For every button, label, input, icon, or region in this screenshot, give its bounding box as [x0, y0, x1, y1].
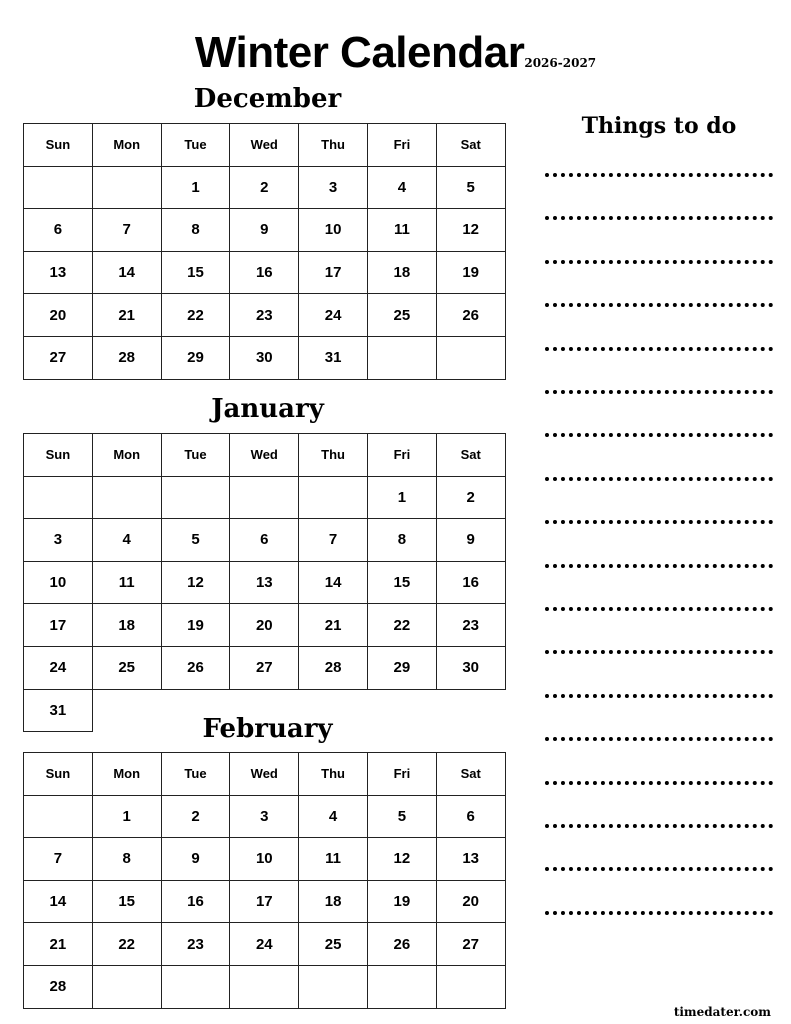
week-row	[24, 519, 506, 562]
week-row	[24, 880, 506, 923]
day-cell: 20	[24, 294, 93, 337]
day-cell: 18	[299, 880, 368, 923]
weekday-header-row	[24, 434, 506, 477]
weekday-header: Tue	[161, 434, 230, 477]
todo-line	[545, 737, 773, 741]
day-cell: 30	[230, 336, 299, 379]
weekday-header: Sat	[436, 753, 505, 796]
weekday-header: Wed	[230, 434, 299, 477]
day-cell	[230, 965, 299, 1008]
day-cell: 8	[367, 519, 436, 562]
day-cell	[92, 166, 161, 209]
day-cell: 17	[230, 880, 299, 923]
day-cell	[299, 965, 368, 1008]
week-row	[24, 795, 506, 838]
day-cell: 2	[161, 795, 230, 838]
day-cell: 24	[299, 294, 368, 337]
weekday-header: Tue	[161, 124, 230, 167]
day-cell	[367, 965, 436, 1008]
day-cell: 29	[161, 336, 230, 379]
week-row	[24, 251, 506, 294]
day-cell: 23	[161, 923, 230, 966]
day-cell: 19	[367, 880, 436, 923]
calendar-december	[23, 123, 506, 380]
todo-line	[545, 303, 773, 307]
day-cell: 17	[24, 604, 93, 647]
todo-line	[545, 650, 773, 654]
day-cell: 4	[299, 795, 368, 838]
weekday-header: Mon	[92, 753, 161, 796]
day-cell: 6	[436, 795, 505, 838]
day-cell: 31	[24, 689, 93, 732]
todo-line	[545, 433, 773, 437]
todo-line	[545, 347, 773, 351]
day-cell: 5	[436, 166, 505, 209]
todo-line	[545, 477, 773, 481]
day-cell: 28	[24, 965, 93, 1008]
month-title-january: January	[211, 394, 324, 424]
day-cell: 2	[436, 476, 505, 519]
todo-line	[545, 911, 773, 915]
day-cell: 30	[436, 646, 505, 689]
day-cell: 14	[299, 561, 368, 604]
day-cell: 11	[299, 838, 368, 881]
day-cell	[161, 965, 230, 1008]
weekday-header-row	[24, 124, 506, 167]
day-cell: 19	[436, 251, 505, 294]
day-cell: 12	[436, 209, 505, 252]
month-title-december: December	[193, 84, 342, 114]
calendar-february	[23, 752, 506, 1009]
day-cell	[436, 965, 505, 1008]
day-cell: 22	[92, 923, 161, 966]
day-cell: 1	[161, 166, 230, 209]
weekday-header: Mon	[92, 124, 161, 167]
week-row	[24, 476, 506, 519]
day-cell: 13	[24, 251, 93, 294]
todo-line	[545, 390, 773, 394]
todo-line	[545, 867, 773, 871]
day-cell: 14	[92, 251, 161, 294]
day-cell: 14	[24, 880, 93, 923]
day-cell: 25	[92, 646, 161, 689]
day-cell: 31	[299, 336, 368, 379]
day-cell: 4	[92, 519, 161, 562]
week-row	[24, 336, 506, 379]
todo-title: Things to do	[581, 113, 737, 139]
weekday-header: Mon	[92, 434, 161, 477]
day-cell: 1	[367, 476, 436, 519]
week-row	[24, 294, 506, 337]
day-cell: 18	[367, 251, 436, 294]
day-cell: 6	[24, 209, 93, 252]
weekday-header: Sat	[436, 434, 505, 477]
day-cell: 8	[161, 209, 230, 252]
day-cell	[436, 689, 505, 732]
day-cell: 24	[230, 923, 299, 966]
weekday-header: Wed	[230, 753, 299, 796]
day-cell: 27	[24, 336, 93, 379]
day-cell: 9	[436, 519, 505, 562]
day-cell: 18	[92, 604, 161, 647]
day-cell: 22	[161, 294, 230, 337]
day-cell: 1	[92, 795, 161, 838]
weekday-header: Sun	[24, 753, 93, 796]
day-cell: 6	[230, 519, 299, 562]
day-cell: 5	[161, 519, 230, 562]
day-cell: 21	[299, 604, 368, 647]
week-row	[24, 166, 506, 209]
day-cell: 15	[367, 561, 436, 604]
weekday-header: Fri	[367, 434, 436, 477]
todo-line	[545, 216, 773, 220]
weekday-header: Fri	[367, 753, 436, 796]
day-cell: 10	[299, 209, 368, 252]
todo-line	[545, 781, 773, 785]
day-cell	[299, 476, 368, 519]
day-cell: 16	[230, 251, 299, 294]
day-cell: 27	[436, 923, 505, 966]
calendar-january	[23, 433, 506, 732]
weekday-header: Thu	[299, 753, 368, 796]
day-cell: 26	[367, 923, 436, 966]
day-cell: 11	[92, 561, 161, 604]
day-cell: 20	[436, 880, 505, 923]
day-cell	[92, 476, 161, 519]
week-row	[24, 923, 506, 966]
todo-line	[545, 564, 773, 568]
day-cell: 28	[299, 646, 368, 689]
weekday-header-row	[24, 753, 506, 796]
day-cell: 11	[367, 209, 436, 252]
weekday-header: Sat	[436, 124, 505, 167]
day-cell: 13	[230, 561, 299, 604]
todo-line	[545, 260, 773, 264]
day-cell: 27	[230, 646, 299, 689]
day-cell: 28	[92, 336, 161, 379]
todo-line	[545, 520, 773, 524]
month-title-february: February	[202, 714, 333, 744]
day-cell: 3	[299, 166, 368, 209]
day-cell: 26	[161, 646, 230, 689]
week-row	[24, 209, 506, 252]
day-cell: 7	[299, 519, 368, 562]
day-cell: 12	[367, 838, 436, 881]
day-cell: 2	[230, 166, 299, 209]
day-cell: 22	[367, 604, 436, 647]
weekday-header: Sun	[24, 434, 93, 477]
day-cell	[24, 166, 93, 209]
weekday-header: Wed	[230, 124, 299, 167]
day-cell: 20	[230, 604, 299, 647]
day-cell: 15	[161, 251, 230, 294]
day-cell	[24, 476, 93, 519]
day-cell: 13	[436, 838, 505, 881]
day-cell: 9	[161, 838, 230, 881]
week-row	[24, 561, 506, 604]
weekday-header: Fri	[367, 124, 436, 167]
day-cell: 10	[230, 838, 299, 881]
day-cell: 25	[299, 923, 368, 966]
day-cell	[24, 795, 93, 838]
week-row	[24, 838, 506, 881]
todo-line	[545, 173, 773, 177]
weekday-header: Tue	[161, 753, 230, 796]
day-cell: 25	[367, 294, 436, 337]
day-cell	[367, 336, 436, 379]
week-row	[24, 646, 506, 689]
weekday-header: Thu	[299, 124, 368, 167]
day-cell: 17	[299, 251, 368, 294]
day-cell: 23	[436, 604, 505, 647]
day-cell: 21	[92, 294, 161, 337]
todo-line	[545, 824, 773, 828]
weekday-header: Sun	[24, 124, 93, 167]
day-cell: 9	[230, 209, 299, 252]
week-row	[24, 965, 506, 1008]
site-credit: timedater.com	[673, 1005, 771, 1019]
day-cell: 5	[367, 795, 436, 838]
day-cell	[92, 965, 161, 1008]
todo-line	[545, 607, 773, 611]
weekday-header: Thu	[299, 434, 368, 477]
day-cell: 12	[161, 561, 230, 604]
day-cell: 21	[24, 923, 93, 966]
day-cell: 16	[436, 561, 505, 604]
day-cell: 8	[92, 838, 161, 881]
day-cell: 10	[24, 561, 93, 604]
day-cell: 7	[24, 838, 93, 881]
day-cell: 15	[92, 880, 161, 923]
day-cell	[230, 476, 299, 519]
title-years: 2026-2027	[524, 56, 597, 70]
day-cell: 29	[367, 646, 436, 689]
title-main: Winter Calendar	[194, 28, 525, 77]
day-cell	[161, 476, 230, 519]
day-cell: 7	[92, 209, 161, 252]
day-cell: 3	[24, 519, 93, 562]
day-cell: 24	[24, 646, 93, 689]
week-row	[24, 604, 506, 647]
day-cell: 16	[161, 880, 230, 923]
day-cell: 26	[436, 294, 505, 337]
day-cell: 3	[230, 795, 299, 838]
day-cell	[436, 336, 505, 379]
page-title	[0, 28, 791, 78]
todo-line	[545, 694, 773, 698]
day-cell: 4	[367, 166, 436, 209]
day-cell: 19	[161, 604, 230, 647]
day-cell: 23	[230, 294, 299, 337]
